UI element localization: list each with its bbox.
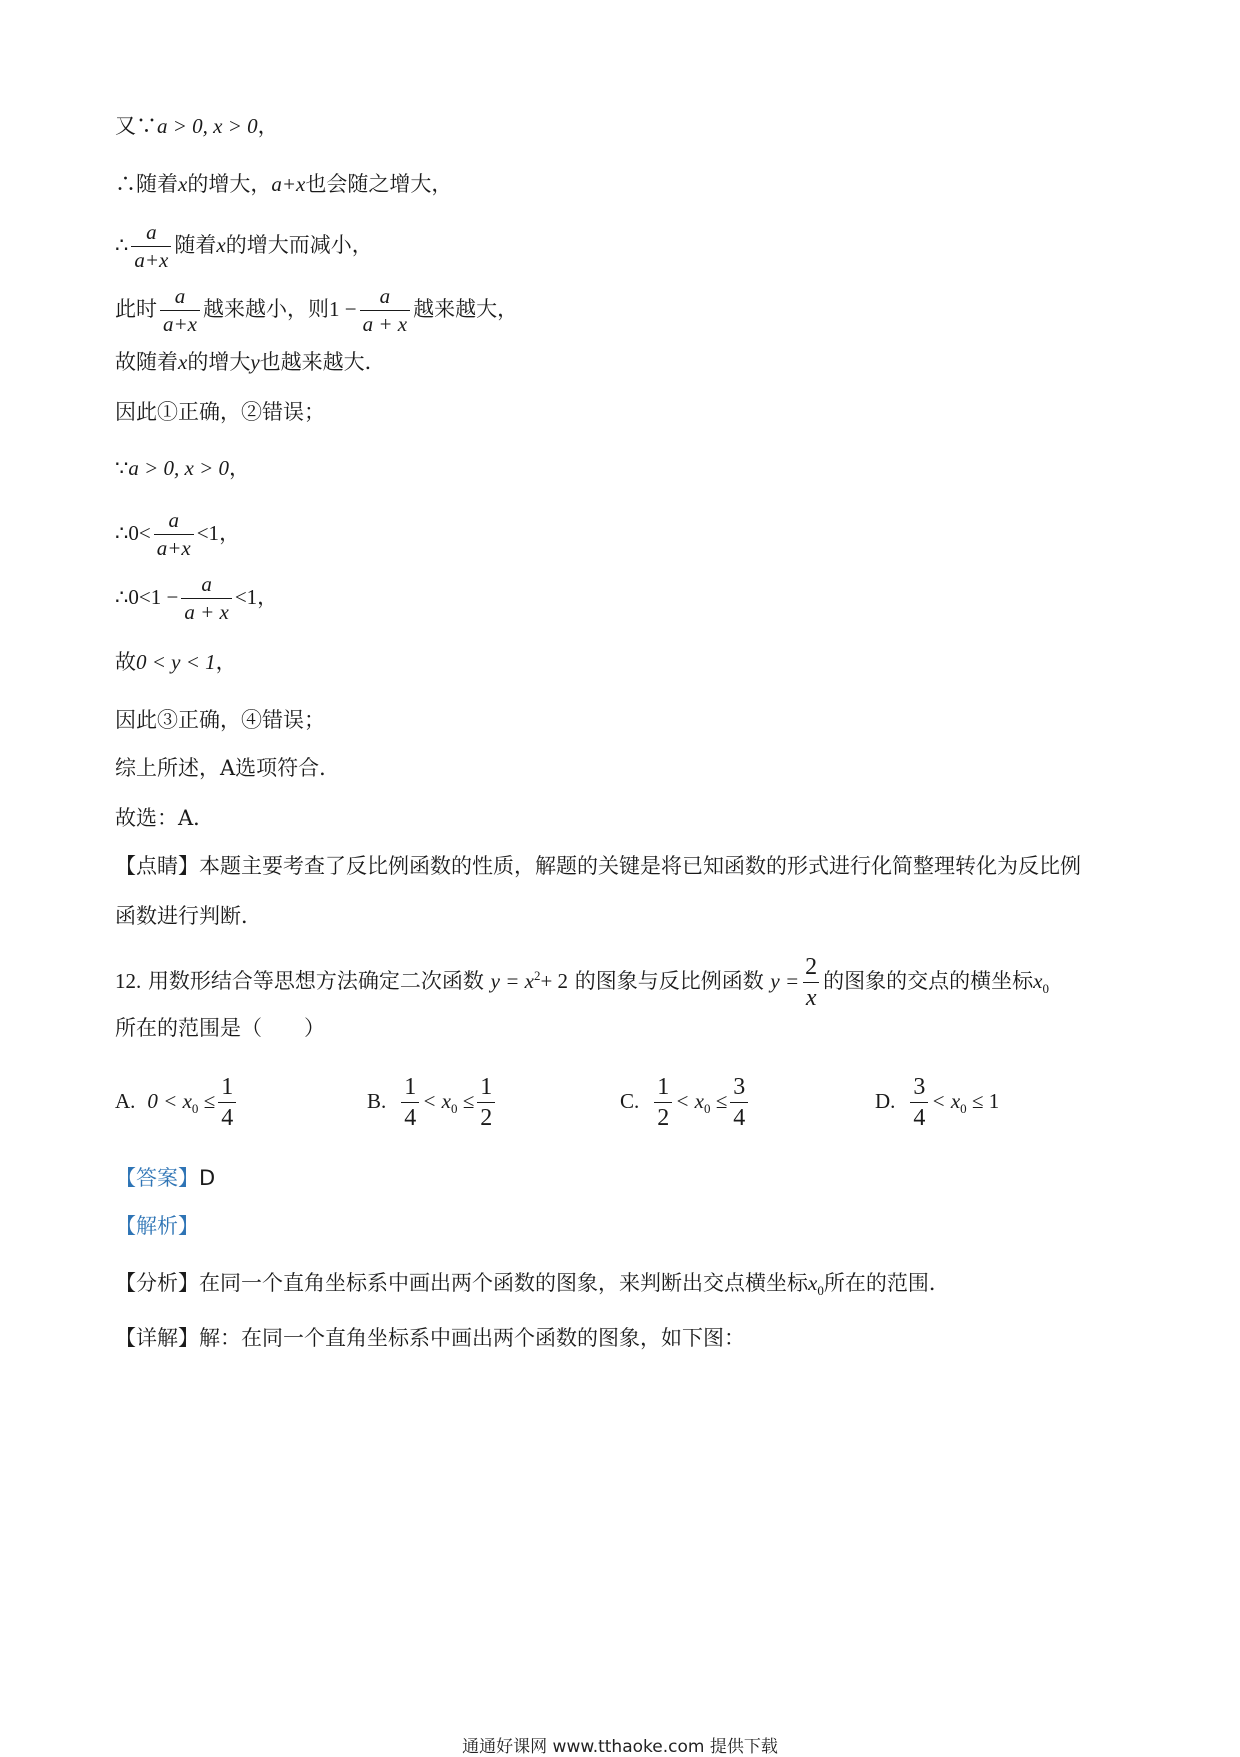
line-fraction-bounds: ∴0< $\frac{a}{a+x}$ <1，	[115, 508, 241, 560]
option-c[interactable]: C. $\frac{1}{2}$ < $x_0$ ≤ $\frac{3}{4}$	[620, 1075, 751, 1130]
option-b[interactable]: B. $\frac{1}{4}$ < $x_0$ ≤ $\frac{1}{2}$	[367, 1075, 498, 1130]
line-given-condition-2: ∵a > 0, x > 0，	[115, 456, 251, 480]
line-increasing-sum: ∴随着x的增大，a+x也会随之增大，	[115, 172, 453, 196]
line-choice: 故选：A．	[115, 806, 215, 830]
line-one-minus-fraction: 此时 $\frac{a}{a+x}$ 越来越小，则1 − $\frac{a}{a + x}$ 越来越大，	[115, 284, 519, 336]
answer-tag: 【答案】	[115, 1166, 199, 1190]
fenxi-line: 【分析】在同一个直角坐标系中画出两个函数的图象，来判断出交点横坐标$x_0$所在的范围．	[115, 1271, 950, 1299]
footer-source: 通通好课网 www.tthaoke.com 提供下载	[462, 1737, 778, 1757]
line-dianjing-cont: 函数进行判断．	[115, 904, 262, 928]
line-dianjing: 【点睛】本题主要考查了反比例函数的性质，解题的关键是将已知函数的形式进行化简整理转化为反比例	[115, 854, 1081, 878]
line-y-bounds: 故0 < y < 1，	[115, 650, 237, 674]
line-fraction-decreasing: ∴ $\frac{a}{a+x}$ 随着x的增大而减小，	[115, 220, 373, 272]
line-y-increasing: 故随着x的增大y也越来越大．	[115, 350, 386, 374]
answer-line	[115, 1168, 215, 1189]
line-one-minus-bounds: ∴0<1 − $\frac{a}{a + x}$ <1，	[115, 572, 279, 624]
option-d[interactable]: D. $\frac{3}{4}$ < $x_0 \le 1$	[875, 1074, 1000, 1131]
xiangjie-line: 【详解】解：在同一个直角坐标系中画出两个函数的图象，如下图：	[115, 1326, 745, 1350]
line-given-condition: 又∵a > 0, x > 0，	[115, 114, 279, 138]
option-a[interactable]: A. $0 < x_0$ ≤ $\frac{1}{4}$	[115, 1075, 239, 1130]
question-12-line-1: 12. 用数形结合等思想方法确定二次函数 $y = x^2+ 2$ 的图象与反比例函数 y = $\frac{2}{x}$ 的图象的交点的横坐标$x_0$	[115, 954, 1049, 1011]
line-summary: 综上所述，A选项符合．	[115, 756, 341, 780]
question-12-line-2: 所在的范围是（ ）	[115, 1016, 325, 1040]
line-conclusion-2: 因此③正确，④错误；	[115, 708, 325, 732]
line-conclusion-1: 因此①正确，②错误；	[115, 400, 325, 424]
analysis-tag: 【解析】	[115, 1214, 199, 1238]
answer-value: D	[199, 1166, 216, 1190]
